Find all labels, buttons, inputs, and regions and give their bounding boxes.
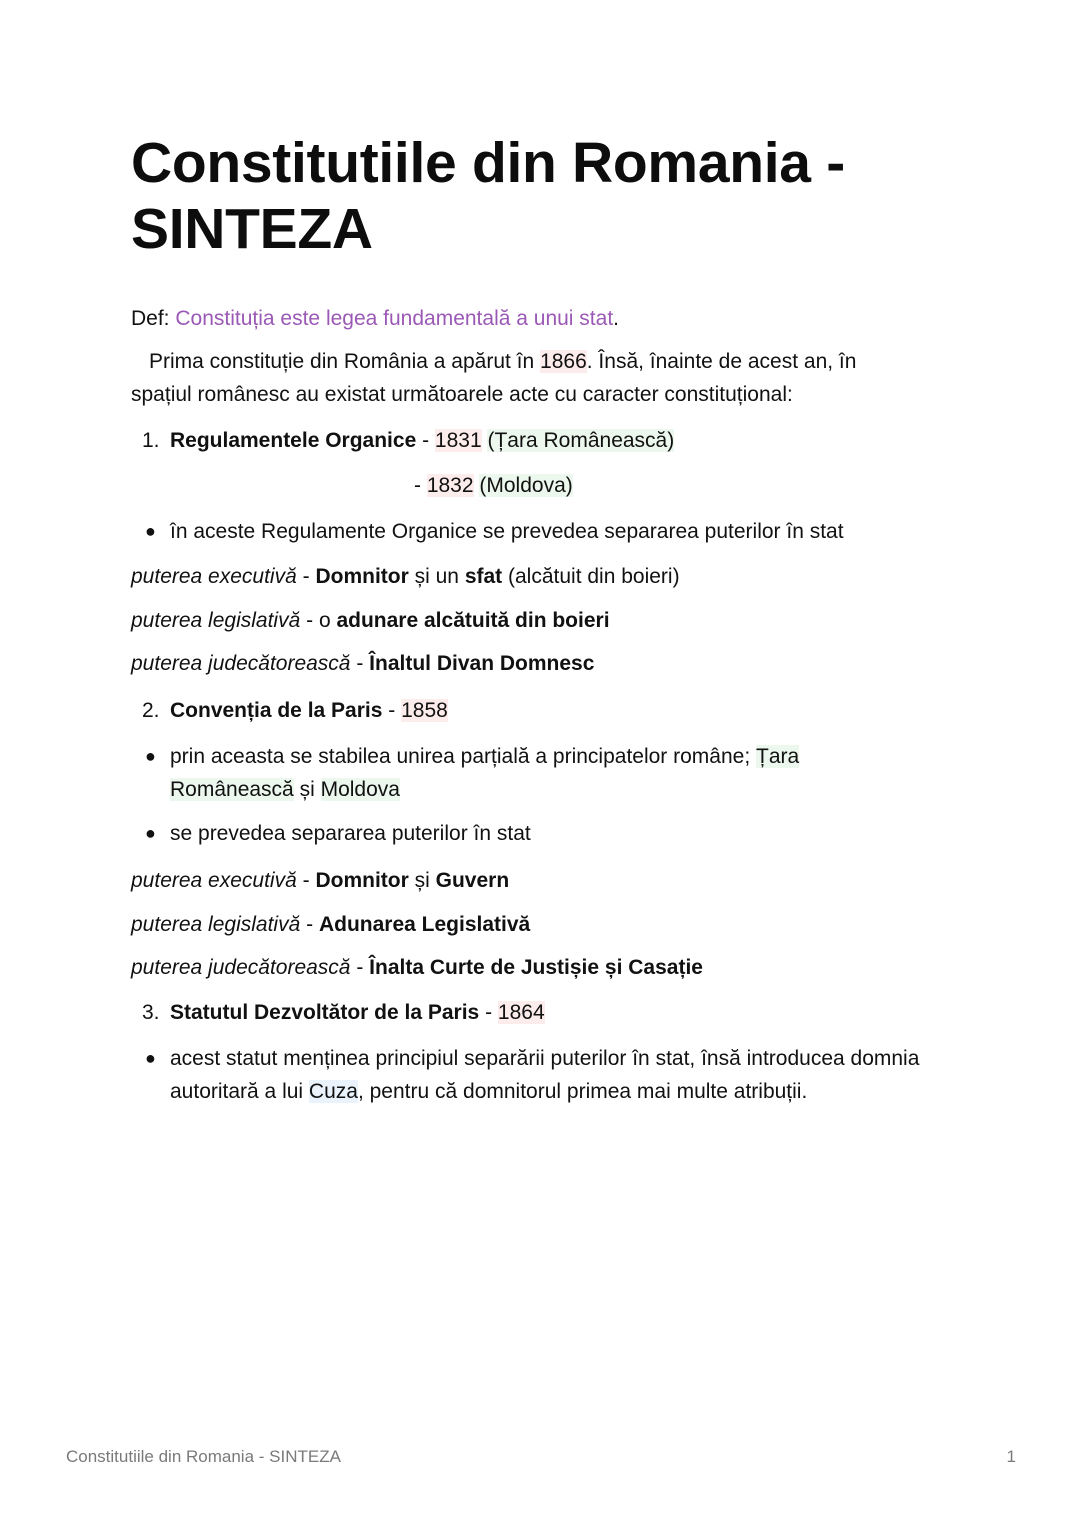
definition: Def: Constituția este legea fundamentală a unui stat.	[131, 307, 619, 330]
section-title: Regulamentele Organice	[170, 429, 417, 452]
sub-line: - 1832 (Moldova)	[414, 474, 573, 497]
intro-line-1: Prima constituție din România a apărut în 1866. Însă, înainte de acest an, în	[149, 350, 857, 373]
name-highlight: Cuza	[308, 1080, 358, 1103]
power-legislative: puterea legislativă - o adunare alcătuită din boieri	[131, 609, 610, 632]
power-legislative: puterea legislativă - Adunarea Legislativă	[131, 913, 531, 936]
power-executive: puterea executivă - Domnitor și un sfat (alcătuit din boieri)	[131, 565, 680, 588]
bullet-continuation: Românească și Moldova	[170, 778, 400, 801]
section-title: Statutul Dezvoltător de la Paris	[170, 1001, 480, 1024]
bullet-icon: ●	[145, 823, 156, 843]
power-executive: puterea executivă - Domnitor și Guvern	[131, 869, 510, 892]
year-highlight: 1864	[497, 1001, 545, 1024]
year-highlight: 1832	[426, 474, 474, 497]
year-highlight: 1831	[434, 429, 482, 452]
year-highlight: 1866	[540, 350, 587, 373]
year-highlight: 1858	[401, 699, 448, 722]
power-judicial: puterea judecătorească - Înalta Curte de Justișie și Casație	[131, 956, 703, 979]
power-judicial: puterea judecătorească - Înaltul Divan Domnesc	[131, 652, 595, 675]
bullet-continuation: autoritară a lui Cuza, pentru că domnitorul primea mai multe atribuții.	[170, 1080, 808, 1103]
definition-text: Constituția este legea fundamentală a unui stat	[175, 307, 614, 330]
page-number: 1	[1006, 1447, 1016, 1466]
section-title: Convenția de la Paris	[170, 699, 383, 722]
page-title: Constitutiile din Romania - SINTEZA	[131, 131, 845, 261]
bullet-icon: ●	[145, 1048, 156, 1068]
bullet-icon: ●	[145, 521, 156, 541]
footer-title: Constitutiile din Romania - SINTEZA	[66, 1447, 341, 1466]
bullet-icon: ●	[145, 746, 156, 766]
intro-line-2: spațiul românesc au existat următoarele acte cu caracter constituțional:	[131, 383, 793, 406]
